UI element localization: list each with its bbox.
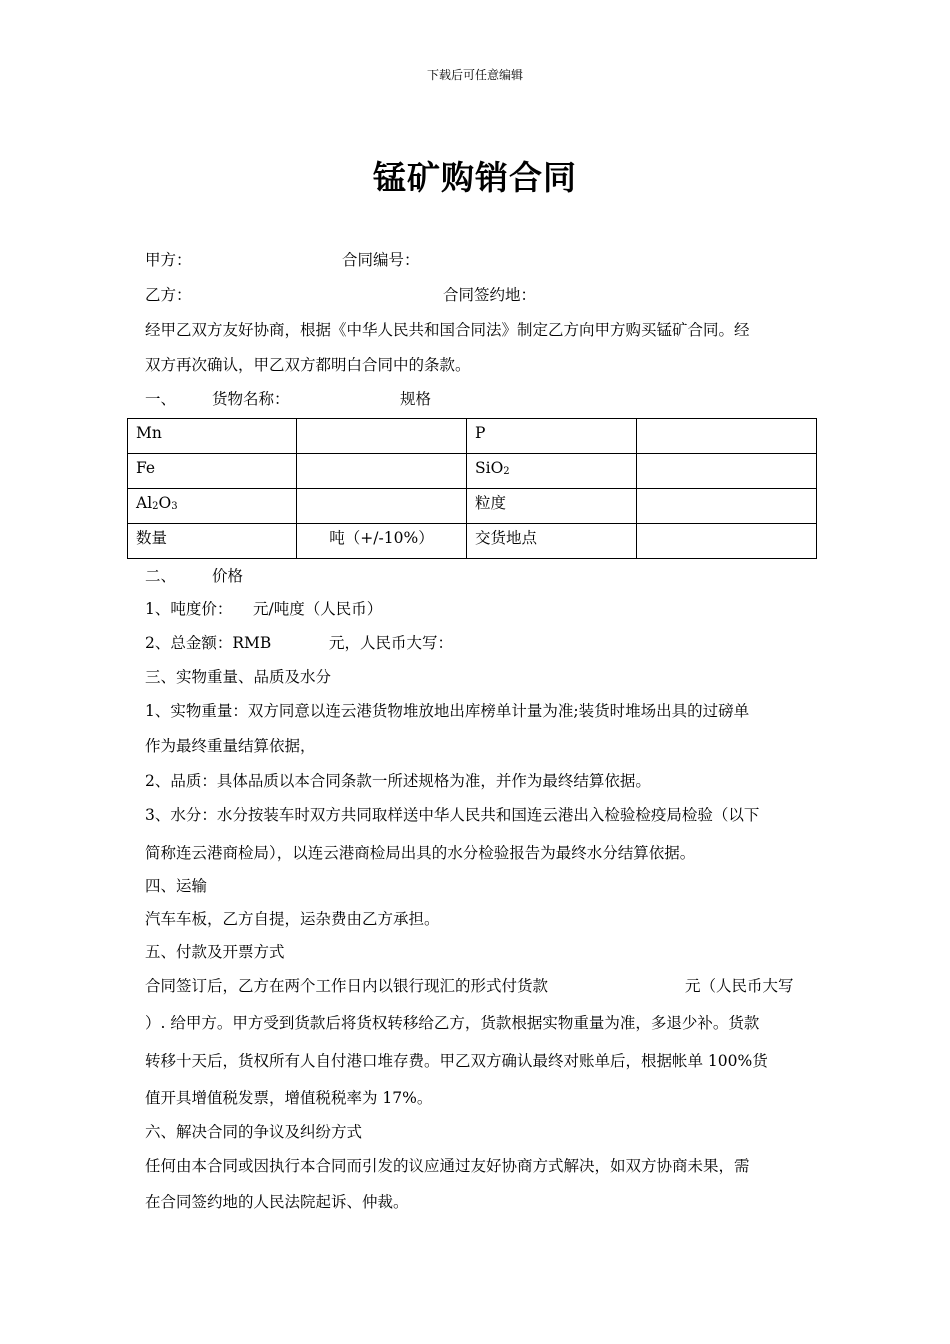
clause-5-line-3: 转移十天后，货权所有人自付港口堆存费。甲乙双方确认最终对账单后，根据帐单 100%货: [145, 1052, 768, 1070]
al2o3-part-b: O: [158, 494, 172, 512]
cell-fe-value: [297, 454, 467, 489]
clause-6-line-1: 任何由本合同或因执行本合同而引发的议应通过友好协商方式解决，如双方协商未果，需: [145, 1157, 750, 1175]
total-amount-unit: 元，人民币大写：: [329, 634, 454, 652]
clause-6-line-2: 在合同签约地的人民法院起诉、仲裁。: [145, 1193, 409, 1211]
table-row: [128, 524, 817, 559]
cell-mn-value: [297, 419, 467, 454]
clause-4: 汽车车板，乙方自提，运杂费由乙方承担。: [145, 910, 440, 928]
clause-3-2: 2、品质：具体品质以本合同条款一所述规格为准，并作为最终结算依据。: [145, 772, 651, 790]
clause-3-1-line-2: 作为最终重量结算依据，: [145, 737, 316, 755]
clause-5-line-1a: 合同签订后，乙方在两个工作日内以银行现汇的形式付货款: [145, 977, 549, 995]
al2o3-sub-1: 2: [152, 501, 159, 512]
cell-al2o3-value: [297, 489, 467, 524]
section-1-goods-name: 货物名称：: [212, 390, 290, 408]
section-5-title: 五、付款及开票方式: [145, 943, 285, 961]
section-1-number: 一、: [145, 390, 177, 408]
intro-line-2: 双方再次确认，甲乙双方都明白合同中的条款。: [145, 356, 471, 374]
total-amount-label: 2、总金额：RMB: [145, 634, 272, 652]
cell-sio2: [467, 454, 637, 489]
cell-quantity: 数量: [128, 524, 297, 559]
cell-delivery-place-value: [637, 524, 817, 559]
table-row: [128, 419, 817, 454]
cell-sio2-value: [637, 454, 817, 489]
cell-delivery-place: 交货地点: [467, 524, 637, 559]
al2o3-part-a: Al: [136, 494, 153, 512]
clause-3-1-line-1: 1、实物重量：双方同意以连云港货物堆放地出库榜单计量为准;装货时堆场出具的过磅单: [145, 702, 750, 720]
cell-quantity-value: 吨（+/-10%）: [297, 524, 467, 559]
price-per-ton-label: 1、吨度价：: [145, 600, 233, 618]
page-header: 下载后可任意编辑: [426, 68, 523, 82]
section-2-number: 二、: [145, 567, 177, 585]
clause-3-3-line-2: 简称连云港商检局），以连云港商检局出具的水分检验报告为最终水分结算依据。: [145, 844, 696, 862]
contract-number-label: 合同编号：: [342, 251, 420, 269]
intro-line-1: 经甲乙双方友好协商，根据《中华人民共和国合同法》制定乙方向甲方购买锰矿合同。经: [145, 321, 750, 339]
party-b-label: 乙方：: [145, 286, 192, 304]
section-6-title: 六、解决合同的争议及纠纷方式: [145, 1123, 363, 1141]
cell-fe: Fe: [128, 454, 297, 489]
clause-5-line-4: 值开具增值税发票，增值税税率为 17%。: [145, 1089, 433, 1107]
clause-5-line-2: ）. 给甲方。甲方受到货款后将货权转移给乙方，货款根据实物重量为准，多退少补。货款: [145, 1014, 760, 1032]
table-row: [128, 454, 817, 489]
cell-mn: Mn: [128, 419, 297, 454]
cell-grain-size: 粒度: [467, 489, 637, 524]
section-2-title: 价格: [212, 567, 244, 585]
party-a-label: 甲方：: [145, 251, 192, 269]
spec-table: [127, 418, 817, 559]
sio2-subscript: 2: [503, 466, 510, 477]
sio2-base: SiO: [475, 459, 504, 477]
cell-grain-size-value: [637, 489, 817, 524]
section-1-spec: 规格: [400, 390, 432, 408]
document-title: 锰矿购销合同: [373, 158, 577, 197]
section-4-title: 四、运输: [145, 877, 208, 895]
clause-3-3-line-1: 3、水分：水分按装车时双方共同取样送中华人民共和国连云港出入检验检疫局检验（以下: [145, 806, 760, 824]
al2o3-sub-2: 3: [171, 501, 178, 512]
clause-5-line-1b: 元（人民币大写: [685, 977, 794, 995]
cell-p: P: [467, 419, 637, 454]
price-per-ton-unit: 元/吨度（人民币）: [253, 600, 383, 618]
table-row: [128, 489, 817, 524]
signing-place-label: 合同签约地：: [443, 286, 537, 304]
cell-al2o3: [128, 489, 297, 524]
section-3-title: 三、实物重量、品质及水分: [145, 668, 332, 686]
cell-p-value: [637, 419, 817, 454]
